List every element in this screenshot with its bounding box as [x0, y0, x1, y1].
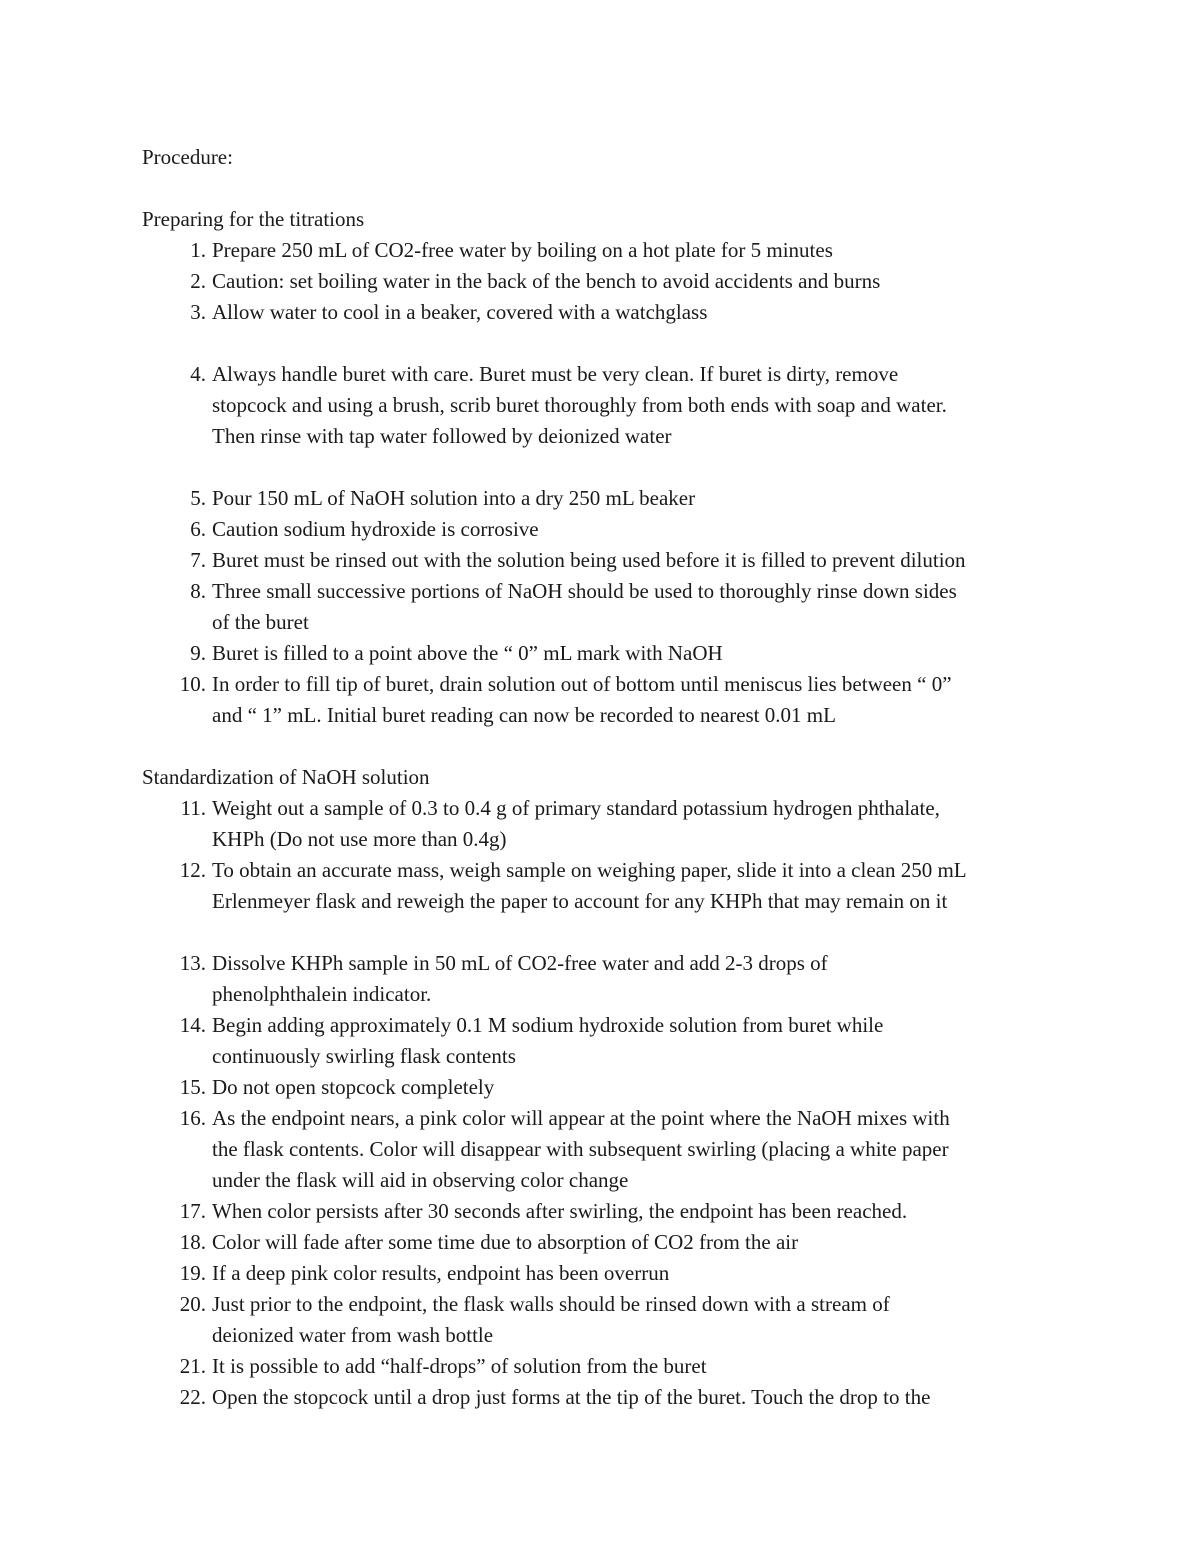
list-item-number: 21.	[179, 1354, 206, 1378]
list-item-number: 7.	[190, 548, 206, 572]
list-item-text: To obtain an accurate mass, weigh sample on weighing paper, slide it into a clean 250 mL Erlenmeyer flask and reweigh the paper to account for any KHPh that may remain on it	[212, 858, 967, 913]
list-item-text: Caution sodium hydroxide is corrosive	[212, 517, 539, 541]
list-item	[142, 266, 1072, 297]
list-item-text: Caution: set boiling water in the back of the bench to avoid accidents and burns	[212, 269, 881, 293]
list-item	[142, 1072, 1072, 1103]
list-item	[142, 669, 1072, 731]
list-item-number: 4.	[190, 362, 206, 386]
list-item	[142, 297, 1072, 328]
list-item-text: Three small successive portions of NaOH should be used to thoroughly rinse down sides of the buret	[212, 579, 957, 634]
list-item-number: 1.	[190, 238, 206, 262]
list-item-number: 5.	[190, 486, 206, 510]
list-item-number: 2.	[190, 269, 206, 293]
list-item-text: If a deep pink color results, endpoint has been overrun	[212, 1261, 670, 1285]
list-item	[142, 855, 1072, 917]
list-item	[142, 576, 1072, 638]
list-item-number: 16.	[179, 1106, 206, 1130]
list-item-text: Buret must be rinsed out with the solution being used before it is filled to prevent dilution	[212, 548, 966, 572]
list-item	[142, 359, 1072, 452]
section-title-preparing: Preparing for the titrations	[142, 207, 365, 231]
list-item-number: 22.	[179, 1385, 206, 1409]
list-item-number: 10.	[179, 672, 206, 696]
list-item-text: Begin adding approximately 0.1 M sodium hydroxide solution from buret while continuously swirling flask contents	[212, 1013, 884, 1068]
list-item-text: Pour 150 mL of NaOH solution into a dry 250 mL beaker	[212, 486, 696, 510]
list-item	[142, 1196, 1072, 1227]
list-item-text: Do not open stopcock completely	[212, 1075, 495, 1099]
list-item-text: Buret is filled to a point above the “ 0” mL mark with NaOH	[212, 641, 723, 665]
list-item	[142, 235, 1072, 266]
list-item-number: 18.	[179, 1230, 206, 1254]
list-item	[142, 638, 1072, 669]
list-item-number: 9.	[190, 641, 206, 665]
list-item-number: 6.	[190, 517, 206, 541]
list-item-number: 17.	[179, 1199, 206, 1223]
list-item	[142, 1227, 1072, 1258]
list-item	[142, 514, 1072, 545]
list-item-text: It is possible to add “half-drops” of solution from the buret	[212, 1354, 707, 1378]
list-item	[142, 1010, 1072, 1072]
list-item-text: In order to fill tip of buret, drain solution out of bottom until meniscus lies between “ 0” and “ 1” mL. Initial buret reading can now be recorded to nearest 0.01 mL	[212, 672, 952, 727]
list-item	[142, 1103, 1072, 1196]
list-item-text: Open the stopcock until a drop just forms at the tip of the buret. Touch the drop to the	[212, 1385, 931, 1409]
section-title-standardization: Standardization of NaOH solution	[142, 765, 430, 789]
list-item	[142, 1351, 1072, 1382]
list-item-number: 19.	[179, 1261, 206, 1285]
list-item-text: Just prior to the endpoint, the flask walls should be rinsed down with a stream of deionized water from wash bottle	[212, 1292, 890, 1347]
list-item-number: 3.	[190, 300, 206, 324]
list-item	[142, 1289, 1072, 1351]
list-item	[142, 793, 1072, 855]
list-item-text: Weight out a sample of 0.3 to 0.4 g of primary standard potassium hydrogen phthalate, KHPh (Do not use more than 0.4g)	[212, 796, 940, 851]
list-item	[142, 483, 1072, 514]
list-item	[142, 1258, 1072, 1289]
list-item-text: When color persists after 30 seconds after swirling, the endpoint has been reached.	[212, 1199, 908, 1223]
list-item-number: 8.	[190, 579, 206, 603]
list-item-number: 14.	[179, 1013, 206, 1037]
list-item-text: Dissolve KHPh sample in 50 mL of CO2-free water and add 2-3 drops of phenolphthalein indicator.	[212, 951, 828, 1006]
list-item-text: Color will fade after some time due to absorption of CO2 from the air	[212, 1230, 799, 1254]
list-item-number: 20.	[179, 1292, 206, 1316]
list-item-number: 12.	[179, 858, 206, 882]
list-item-text: Prepare 250 mL of CO2-free water by boiling on a hot plate for 5 minutes	[212, 238, 833, 262]
list-item	[142, 948, 1072, 1010]
list-item-number: 13.	[179, 951, 206, 975]
list-item	[142, 1382, 1072, 1413]
page-heading: Procedure:	[142, 145, 233, 169]
list-item-text: Allow water to cool in a beaker, covered with a watchglass	[212, 300, 708, 324]
list-item	[142, 545, 1072, 576]
list-item-number: 15.	[179, 1075, 206, 1099]
list-item-text: Always handle buret with care. Buret must be very clean. If buret is dirty, remove stopcock and using a brush, scrib buret thoroughly from both ends with soap and water. Then rinse with tap water followed by deionized water	[212, 362, 947, 448]
list-item-number: 11.	[180, 796, 206, 820]
list-item-text: As the endpoint nears, a pink color will appear at the point where the NaOH mixes with the flask contents. Color will disappear with subsequent swirling (placing a white paper under the flask will aid in observing color change	[212, 1106, 950, 1192]
